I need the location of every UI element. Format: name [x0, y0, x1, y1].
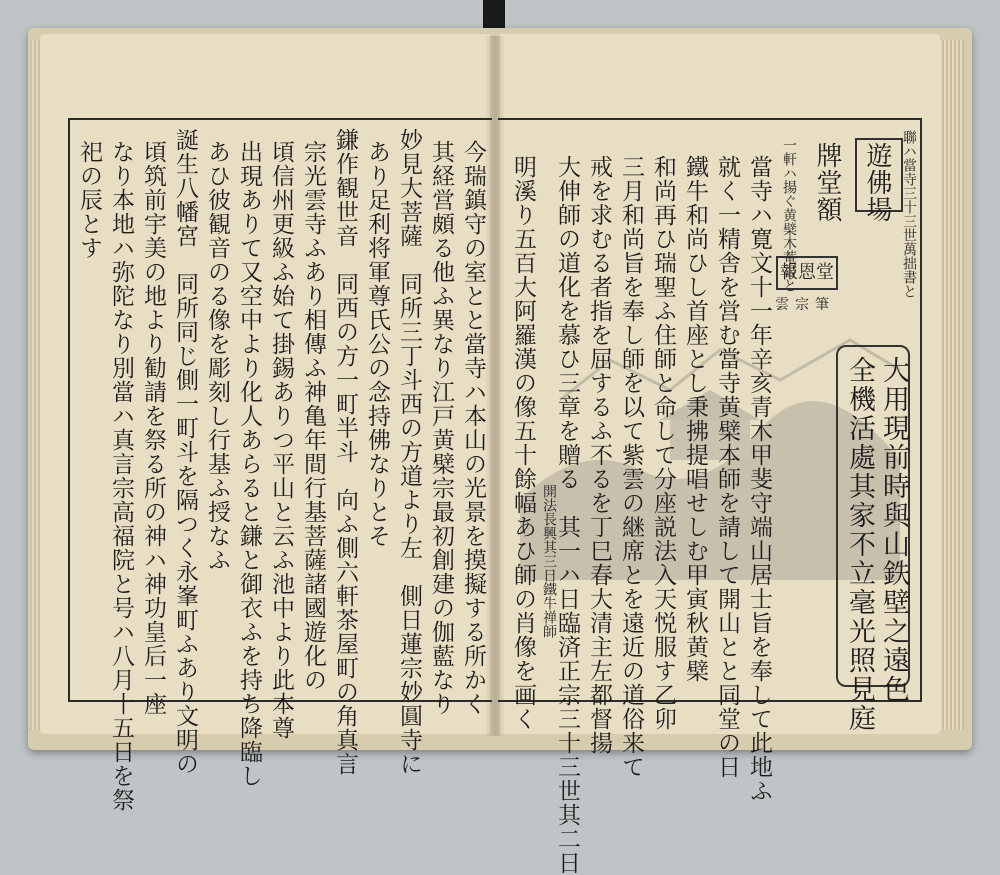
title-annotation-1: 一軒ハ揚ぐ黄檗木菴書と — [781, 138, 797, 292]
left-column-5: 鎌作観世音 同西の方一町半斗 向ふ側六軒茶屋町の角真言 — [332, 128, 358, 776]
left-column-8: 出現ありて又空中より化人あらると鎌と御衣ふを持ち降臨し — [236, 140, 262, 788]
right-column-6: 戒を求むる者指を屈するふ不るを丁巳春大清主左都督揚 — [586, 155, 612, 755]
left-column-4: あり足利将軍尊氏公の念持佛なりとそ — [364, 140, 390, 548]
couplet-col-2: 全機活處其家不立毫光照見庭 — [844, 356, 875, 733]
left-column-3: 妙見大菩薩 同所三丁斗西の方道より左 側日蓮宗妙圓寺に — [396, 128, 422, 776]
left-column-12: なり本地ハ弥陀なり別當ハ真言宗高福院と号ハ八月十五日を祭 — [108, 140, 134, 812]
right-column-7-note: 開法長興其三日鐵牛禅師 — [541, 470, 557, 638]
left-column-10: 誕生八幡宮 同所同じ側一町斗を隔つく永峯町ふあり文明の — [172, 128, 198, 776]
right-column-4: 和尚再ひ瑞聖ふ住師と命して分座説法入天悦服す乙卯 — [650, 155, 676, 731]
right-column-5: 三月和尚旨を奉し師を以て紫雲の継席とを遠近の道俗来て — [618, 155, 644, 779]
left-column-11: 頃筑前宇美の地より勧請を祭る所の神ハ神功皇后一座 — [140, 140, 166, 716]
right-column-2: 就く一精舎を営む當寺黄檗本師を請して開山とと同堂の日 — [714, 155, 740, 779]
couplet-col-1: 大用現前時與山鉄壁之遠色 — [878, 356, 909, 704]
plaque-author: 雲宗筆 — [775, 297, 835, 313]
title-col-2: 牌堂額 — [812, 142, 842, 223]
right-column-8: 明溪り五百大阿羅漢の像五十餘幅あひ師の肖像を画く — [510, 155, 536, 731]
left-column-6: 宗光雲寺ふあり相傳ふ神亀年間行基菩薩諸國遊化の — [300, 140, 326, 692]
title-annotation-2: 聯ハ當寺三十三世萬拙書と — [901, 130, 917, 298]
page-edges-right — [938, 40, 964, 730]
plaque-title: 報恩堂 — [776, 256, 838, 290]
left-column-1: 今瑞鎮守の室とと當寺ハ本山の光景を摸擬する所かく — [460, 140, 486, 716]
left-column-2: 其経営頗る他ふ異なり江戸黄檗宗最初創建の伽藍なり — [428, 140, 454, 716]
title-col-1: 遊佛場 — [862, 142, 892, 223]
left-column-9: あひ彼観音のる像を彫刻し行基ふ授なふ — [204, 140, 230, 572]
right-column-3: 鐵牛和尚ひし首座とし秉拂提唱せしむ甲寅秋黄檗 — [682, 155, 708, 683]
left-column-13: 祀の辰とす — [76, 140, 102, 260]
left-column-7: 頃信州更級ふ始て掛錫ありつ平山と云ふ池中より此本尊 — [268, 140, 294, 740]
right-column-7: 大伸師の道化を慕ひ三章を贈る 其一ハ日臨済正宗三十三世其二日 — [554, 155, 580, 875]
right-column-1: 當寺ハ寛文十一年辛亥青木甲斐守端山居士旨を奉して此地ふ — [746, 155, 772, 803]
